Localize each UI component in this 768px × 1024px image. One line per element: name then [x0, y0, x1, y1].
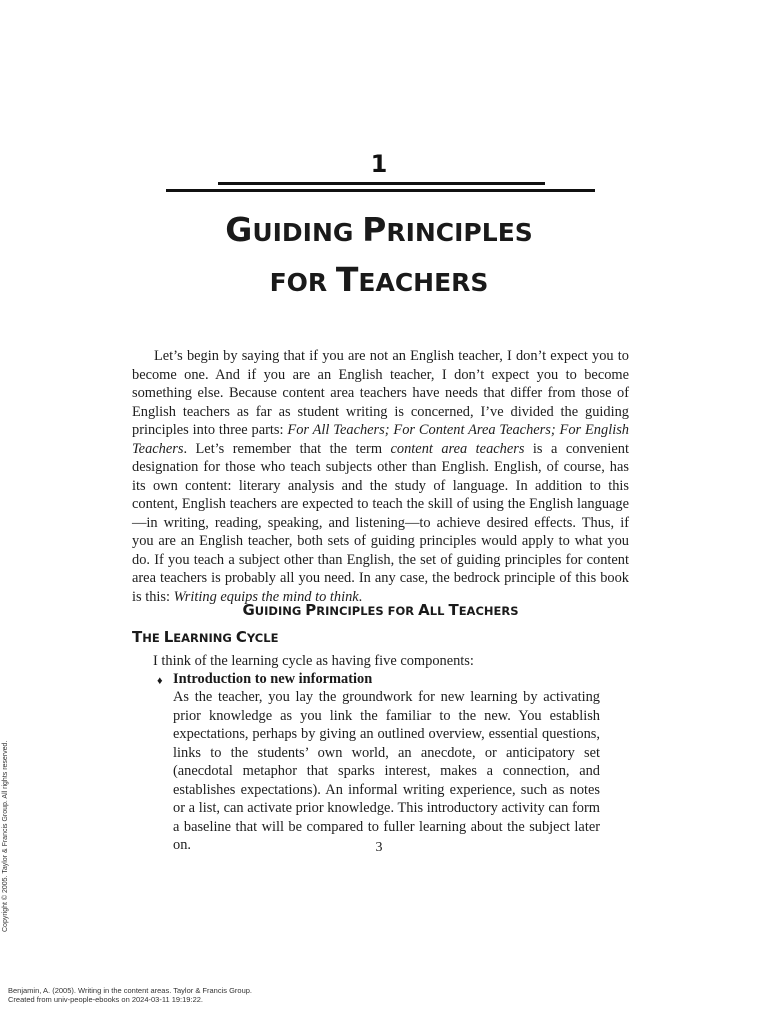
chapter-rule-short [218, 182, 545, 185]
page-number: 3 [375, 840, 383, 855]
section-heading: GUIDING PRINCIPLES FOR ALL TEACHERS [242, 601, 519, 619]
chapter-title [0, 208, 758, 308]
chapter-title-line-2: FOR TEACHERS [269, 260, 489, 299]
chapter-rule-long [166, 189, 595, 192]
subsection-heading: THE LEARNING CYCLE [132, 628, 279, 646]
bullet-paragraph: As the teacher, you lay the groundwork for new learning by activating prior knowledge as you link the familiar to the new. You establish expectations, perhaps by giving an outlined overview, essential questions, links to the students’ own world, an anecdote, or anticipatory set (anecdotal metaphor that sparks interest, makes a connection, and establishes expectations). An informal writing experience, such as notes or a list, can activate prior knowledge. This introductory activity can form a baseline that will be compared to fuller learning about the subject later on. [173, 689, 600, 853]
diamond-bullet-icon: ♦ [157, 675, 163, 687]
side-copyright-notice: Copyright © 2005. Taylor & Francis Group. All rights reserved. [2, 740, 9, 932]
intro-paragraph: Let’s begin by saying that if you are not an English teacher, I don’t expect you to become one. And if you are an English teacher, I don’t expect you to become something else. Because content area teachers have needs that differ from those of English teachers as far as student writing is concerned, I’ve divided the guiding principles into three parts: For All Teachers; For Content Area Teachers; For English Teachers. Let’s remember that the term content area teachers is a convenient designation for those who teach subjects other than English. English, of course, has its own content: literary analysis and the study of language. In addition to this content, English teachers are expected to teach the skill of using the English language—in writing, reading, speaking, and listening—to achieve desired effects. Thus, if you are an English teacher, both sets of guiding principles would apply to what you do. If you teach a subject other than English, the set of guiding principles for content area teachers is probably all you need. In any case, the bedrock principle of this book is this: Writing equips the mind to think. [132, 348, 629, 605]
bullet-heading: Introduction to new information [173, 671, 373, 687]
citation-footer [8, 986, 252, 1004]
lead-sentence: I think of the learning cycle as having five components: [153, 653, 474, 669]
citation-line-2: Created from univ-people-ebooks on 2024-03-11 19:19:22. [8, 995, 203, 1004]
chapter-title-line-1: GUIDING PRINCIPLES [225, 210, 533, 249]
chapter-number: 1 [370, 150, 388, 178]
citation-line-1: Benjamin, A. (2005). Writing in the content areas. Taylor & Francis Group. [8, 986, 253, 995]
